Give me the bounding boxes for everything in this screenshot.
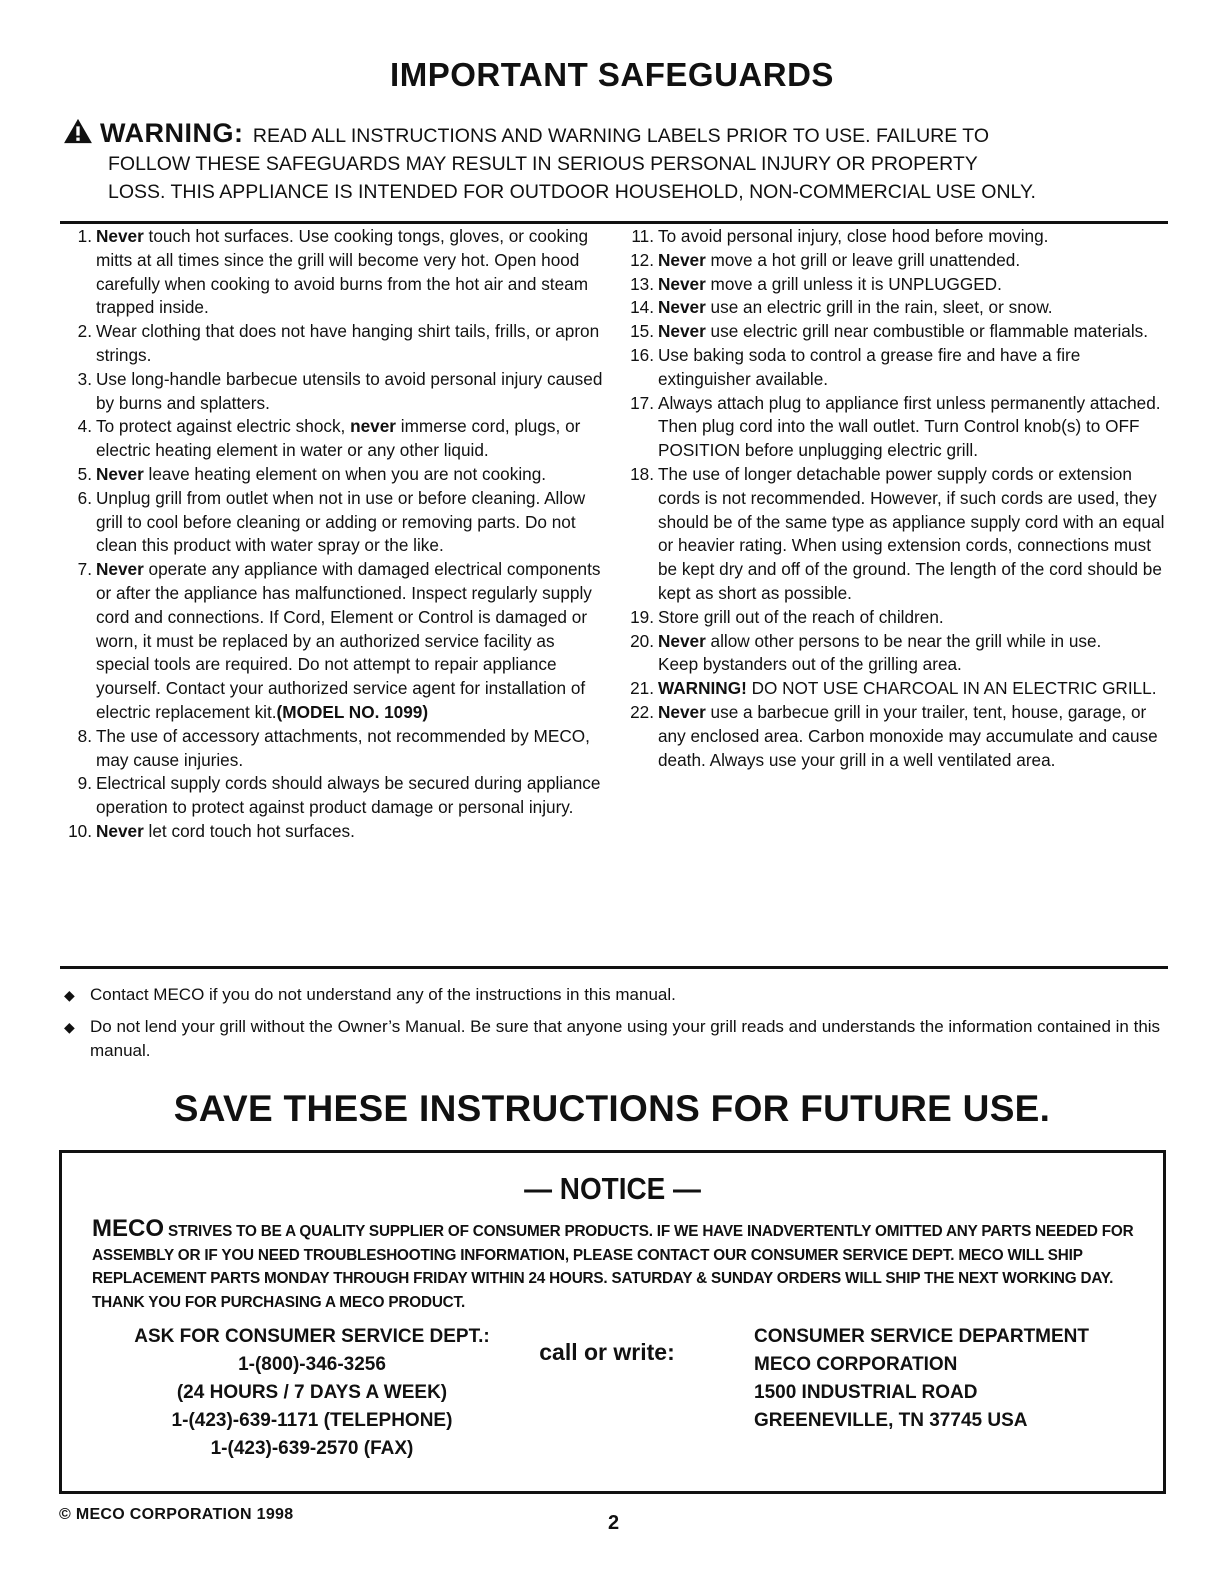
list-item: 16. Use baking soda to control a grease fire and have a fire extinguisher available. [630, 344, 1081, 389]
notes-list [64, 983, 1174, 1071]
tollfree-phone: 1-(800)-346-3256 [238, 1354, 386, 1375]
list-item: 17. Always attach plug to appliance first unless permanently attached. Then plug cord into the wall outlet. Turn Control knob(s) to OFF POSITION before unplugging electric grill. [630, 392, 1161, 461]
telephone: 1-(423)-639-1171 (TELEPHONE) [171, 1410, 453, 1431]
save-instructions-banner: SAVE THESE INSTRUCTIONS FOR FUTURE USE. [173, 1088, 1051, 1129]
list-item: 12. Never move a hot grill or leave grill unattended. [630, 249, 1021, 270]
warning-text-3: LOSS. THIS APPLIANCE IS INTENDED FOR OUTDOOR HOUSEHOLD, NON-COMMERCIAL USE ONLY. [108, 181, 1036, 203]
list-item: 15. Never use electric grill near combustible or flammable materials. [630, 321, 1149, 342]
list-item: 5. Never leave heating element on when you are not cooking. [77, 463, 547, 484]
mailing-address: CONSUMER SERVICE DEPARTMENT MECO CORPORATION 1500 INDUSTRIAL ROAD GREENEVILLE, TN 37745 USA [754, 1326, 1089, 1431]
brand-name: MECO [92, 1215, 164, 1242]
top-divider [60, 221, 1168, 224]
diamond-bullet-icon: ◆ [64, 1019, 75, 1035]
list-item: 22. Never use a barbecue grill in your trailer, tent, house, garage, or any enclosed area. Carbon monoxide may accumulate and cause death. Always use your grill in a well ventilated area. [630, 701, 1158, 770]
list-item: 18. The use of longer detachable power supply cords or extension cords is not recommended. However, if such cords are used, they should be of the same type as appliance supply cord with an equal or heavier rating. When using extension cords, connections must be kept dry and off of the ground. The length of the cord should be kept as short as possible. [630, 463, 1165, 603]
list-item: 19. Store grill out of the reach of children. [630, 606, 944, 627]
safeguards-right-column [612, 225, 1172, 772]
list-item: 4. To protect against electric shock, never immerse cord, plugs, or electric heating element in water or any other liquid. [77, 416, 581, 461]
note-item: ◆ Do not lend your grill without the Owner’s Manual. Be sure that anyone using your grill reads and understands the information contained in this manual. [64, 1015, 1174, 1063]
list-item: 21. WARNING! DO NOT USE CHARCOAL IN AN ELECTRIC GRILL. [630, 678, 1157, 699]
list-item: 1. Never touch hot surfaces. Use cooking tongs, gloves, or cooking mitts at all times since the grill will become very hot. Open hood carefully when cooking to avoid burns from the hot air and steam trapped inside. [77, 226, 589, 318]
list-item: 8. The use of accessory attachments, not recommended by MECO, may cause injuries. [77, 725, 590, 770]
list-item: 2. Wear clothing that does not have hanging shirt tails, frills, or apron strings. [77, 321, 600, 365]
notice-box [59, 1150, 1166, 1494]
copyright: © MECO CORPORATION 1998 [59, 1506, 294, 1523]
warning-text-1: READ ALL INSTRUCTIONS AND WARNING LABELS PRIOR TO USE. FAILURE TO [252, 125, 990, 147]
page-title: IMPORTANT SAFEGUARDS [390, 56, 834, 93]
list-item: 11. To avoid personal injury, close hood before moving. [631, 226, 1049, 246]
notice-body: MECO STRIVES TO BE A QUALITY SUPPLIER OF CONSUMER PRODUCTS. IF WE HAVE INADVERTENTLY OMITTED ANY PARTS NEEDED FOR ASSEMBLY OR IF YOU NEED TROUBLESHOOTING INFORMATION, PLEASE CONTACT OUR CONSUMER SERVICE DEPT. MECO WILL SHIP REPLACEMENT PARTS MONDAY THROUGH FRIDAY WITHIN 24 HOURS. SATURDAY & SUNDAY ORDERS WILL SHIP THE NEXT WORKING DAY. THANK YOU FOR PURCHASING A MECO PRODUCT. [92, 1215, 1134, 1311]
note-item: ◆ Contact MECO if you do not understand any of the instructions in this manual. [64, 983, 1174, 1007]
warning-triangle-icon [62, 118, 94, 144]
safeguards-left-column [60, 225, 610, 844]
middle-divider [60, 966, 1168, 969]
phone-contacts: ASK FOR CONSUMER SERVICE DEPT.: 1-(800)-346-3256 (24 HOURS / 7 DAYS A WEEK) 1-(423)-639-1171 (TELEPHONE) 1-(423)-639-2570 (FAX) [102, 1323, 522, 1463]
list-item: 7. Never operate any appliance with damaged electrical components or after the appliance has malfunctioned. Inspect regularly supply cord and connections. If Cord, Element or Control is damaged or worn, it must be replaced by an authorized service facility as special tools are required. Do not attempt to repair appliance yourself. Contact your authorized service agent for installation of electric replacement kit.(MODEL NO. 1099) [77, 559, 601, 722]
list-item: 10. Never let cord touch hot surfaces. [68, 820, 355, 841]
notice-title: — NOTICE — [524, 1171, 701, 1206]
warning-label: WARNING: [100, 118, 244, 148]
fax: 1-(423)-639-2570 (FAX) [210, 1438, 414, 1459]
list-item: 13. Never move a grill unless it is UNPLUGGED. [630, 273, 1002, 294]
list-item: 3. Use long-handle barbecue utensils to avoid personal injury caused by burns and splatters. [77, 368, 603, 413]
warning-text-2: FOLLOW THESE SAFEGUARDS MAY RESULT IN SERIOUS PERSONAL INJURY OR PROPERTY [108, 153, 978, 175]
diamond-bullet-icon: ◆ [64, 987, 75, 1003]
warning-block [62, 118, 1172, 206]
list-item: 9. Electrical supply cords should always be secured during appliance operation to protect against product damage or personal injury. [77, 773, 601, 818]
list-item: 20. Never allow other persons to be near the grill while in use. Keep bystanders out of the grilling area. [630, 630, 1102, 675]
warning-line-1 [62, 118, 1172, 150]
call-or-write-label: call or write: [539, 1339, 675, 1365]
list-item: 14. Never use an electric grill in the rain, sleet, or snow. [630, 297, 1053, 318]
list-item: 6. Unplug grill from outlet when not in use or before cleaning. Allow grill to cool before cleaning or adding or removing parts. Do not clean this product with water spray or the like. [77, 487, 586, 556]
page-number: 2 [608, 1512, 620, 1534]
